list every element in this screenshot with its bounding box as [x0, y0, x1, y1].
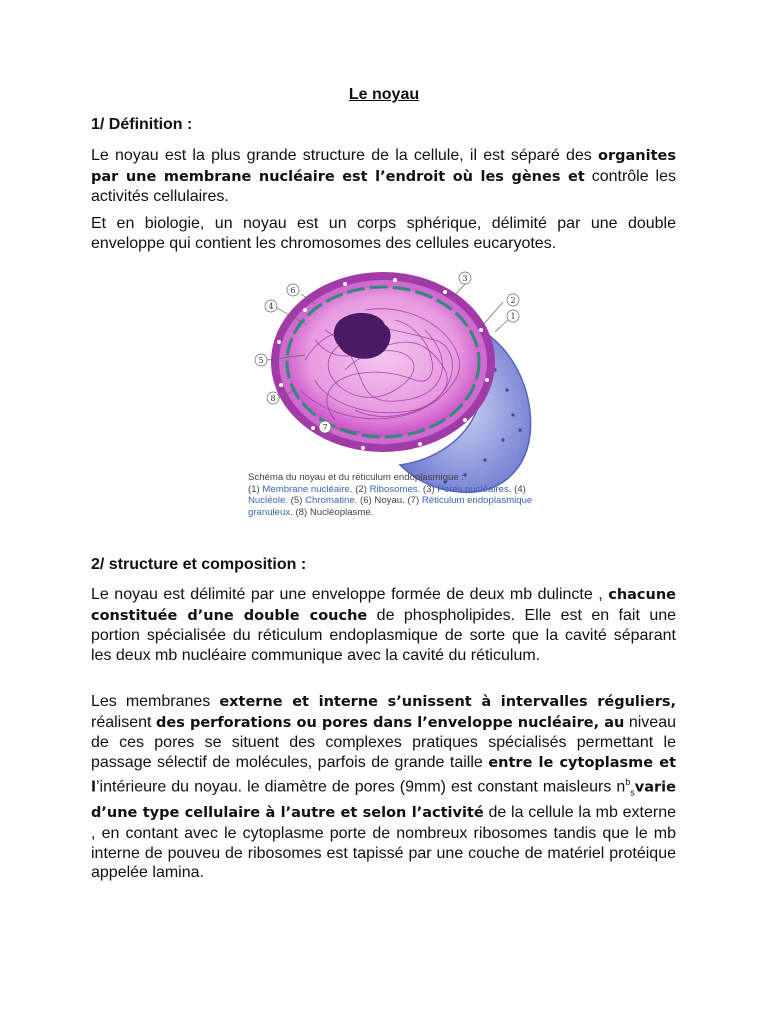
label-5: 5	[258, 356, 264, 365]
label-3: 3	[462, 274, 468, 283]
bold-text-run: des perforations ou pores dans l’enveloppe nucléaire, au	[156, 714, 625, 731]
caption-text: . (5)	[285, 495, 306, 506]
structure-paragraph-1	[91, 585, 676, 665]
caption-text: . (8) Nucléoplasme.	[290, 506, 374, 518]
text-run: Les membranes	[91, 693, 220, 710]
text-run: de phospholipides. Elle est en fait une portion spécialisée du réticulum endoplasmique de sorte que la cavité séparant les deux mb nucléaire communique avec la cavité du réticulum.	[91, 606, 677, 664]
superscript: b	[625, 777, 631, 788]
figure-caption	[248, 472, 548, 518]
section-heading-definition: 1/ Définition :	[91, 116, 193, 133]
caption-text: (7)	[407, 495, 422, 506]
structure-paragraph-2	[91, 692, 676, 883]
text-run: Le noyau est délimité par une enveloppe formée de deux mb dulincte ,	[91, 586, 603, 603]
text-run: niveau de ces pores se situent des complexes pratiques spécialisés permettant le passage sélectif de molécules, parfois de grande taille	[91, 713, 676, 771]
definition-paragraph-2: Et en biologie, un noyau est un corps sphérique, délimité par une double enveloppe qui contient les chromosomes des cellules eucaryotes.	[91, 215, 676, 252]
caption-link[interactable]: Réticulum endoplasmique granuleux	[248, 495, 533, 518]
caption-text: . (2)	[349, 483, 370, 495]
caption-link[interactable]: Pores nucléaires	[437, 483, 509, 495]
text-run: de la cellule la mb externe , en contant avec le cytoplasme porte de nombreux ribosomes tandis que le mb interne de pouveu de ribosomes est tapissé par une couche de matériel protéique appelée lamina.	[91, 804, 677, 882]
caption-text: . (6) Noyau.	[354, 495, 405, 506]
caption-line: Schéma du noyau et du réticulum endoplasmique :	[248, 472, 464, 483]
caption-link[interactable]: Ribosomes	[369, 483, 418, 495]
text-run: contrôle les activités cellulaires.	[91, 167, 677, 206]
label-1: 1	[510, 312, 516, 321]
bold-text-run: entre le cytoplasme et l	[91, 754, 677, 796]
page-title: Le noyau	[348, 86, 420, 103]
bold-text-run: varie d’une type cellulaire à l’autre et selon l’activité	[91, 779, 676, 822]
text-run: réalisent	[91, 713, 156, 731]
caption-text: . (3)	[417, 483, 438, 495]
section-heading-structure: 2/ structure et composition :	[91, 556, 307, 573]
caption-link[interactable]: Chromatine	[305, 495, 355, 506]
label-6: 6	[290, 286, 296, 295]
bold-text-run: externe et interne s’unissent à intervalles réguliers,	[219, 694, 676, 710]
caption-text: (1)	[248, 483, 263, 495]
caption-text: . (4)	[508, 483, 526, 495]
label-8: 8	[270, 394, 276, 403]
caption-link[interactable]: Nucléole	[248, 495, 286, 506]
caption-legend	[248, 484, 548, 519]
bold-text-run: organites par une membrane nucléaire est l’endroit où les gènes et	[91, 148, 676, 185]
label-7: 7	[322, 423, 328, 432]
definition-paragraph-1	[91, 146, 676, 207]
subscript: s	[630, 787, 635, 798]
bold-text-run: chacune constituée d’une double couche	[91, 587, 677, 624]
label-4: 4	[268, 302, 274, 311]
text-run: Le noyau est la plus grande structure de la cellule, il est séparé des	[91, 147, 592, 164]
text-run: ’intérieure du noyau. le diamètre de pores (9mm) est constant maisleurs n	[95, 778, 626, 796]
caption-link[interactable]: Membrane nucléaire	[262, 483, 350, 495]
label-2: 2	[510, 296, 516, 305]
